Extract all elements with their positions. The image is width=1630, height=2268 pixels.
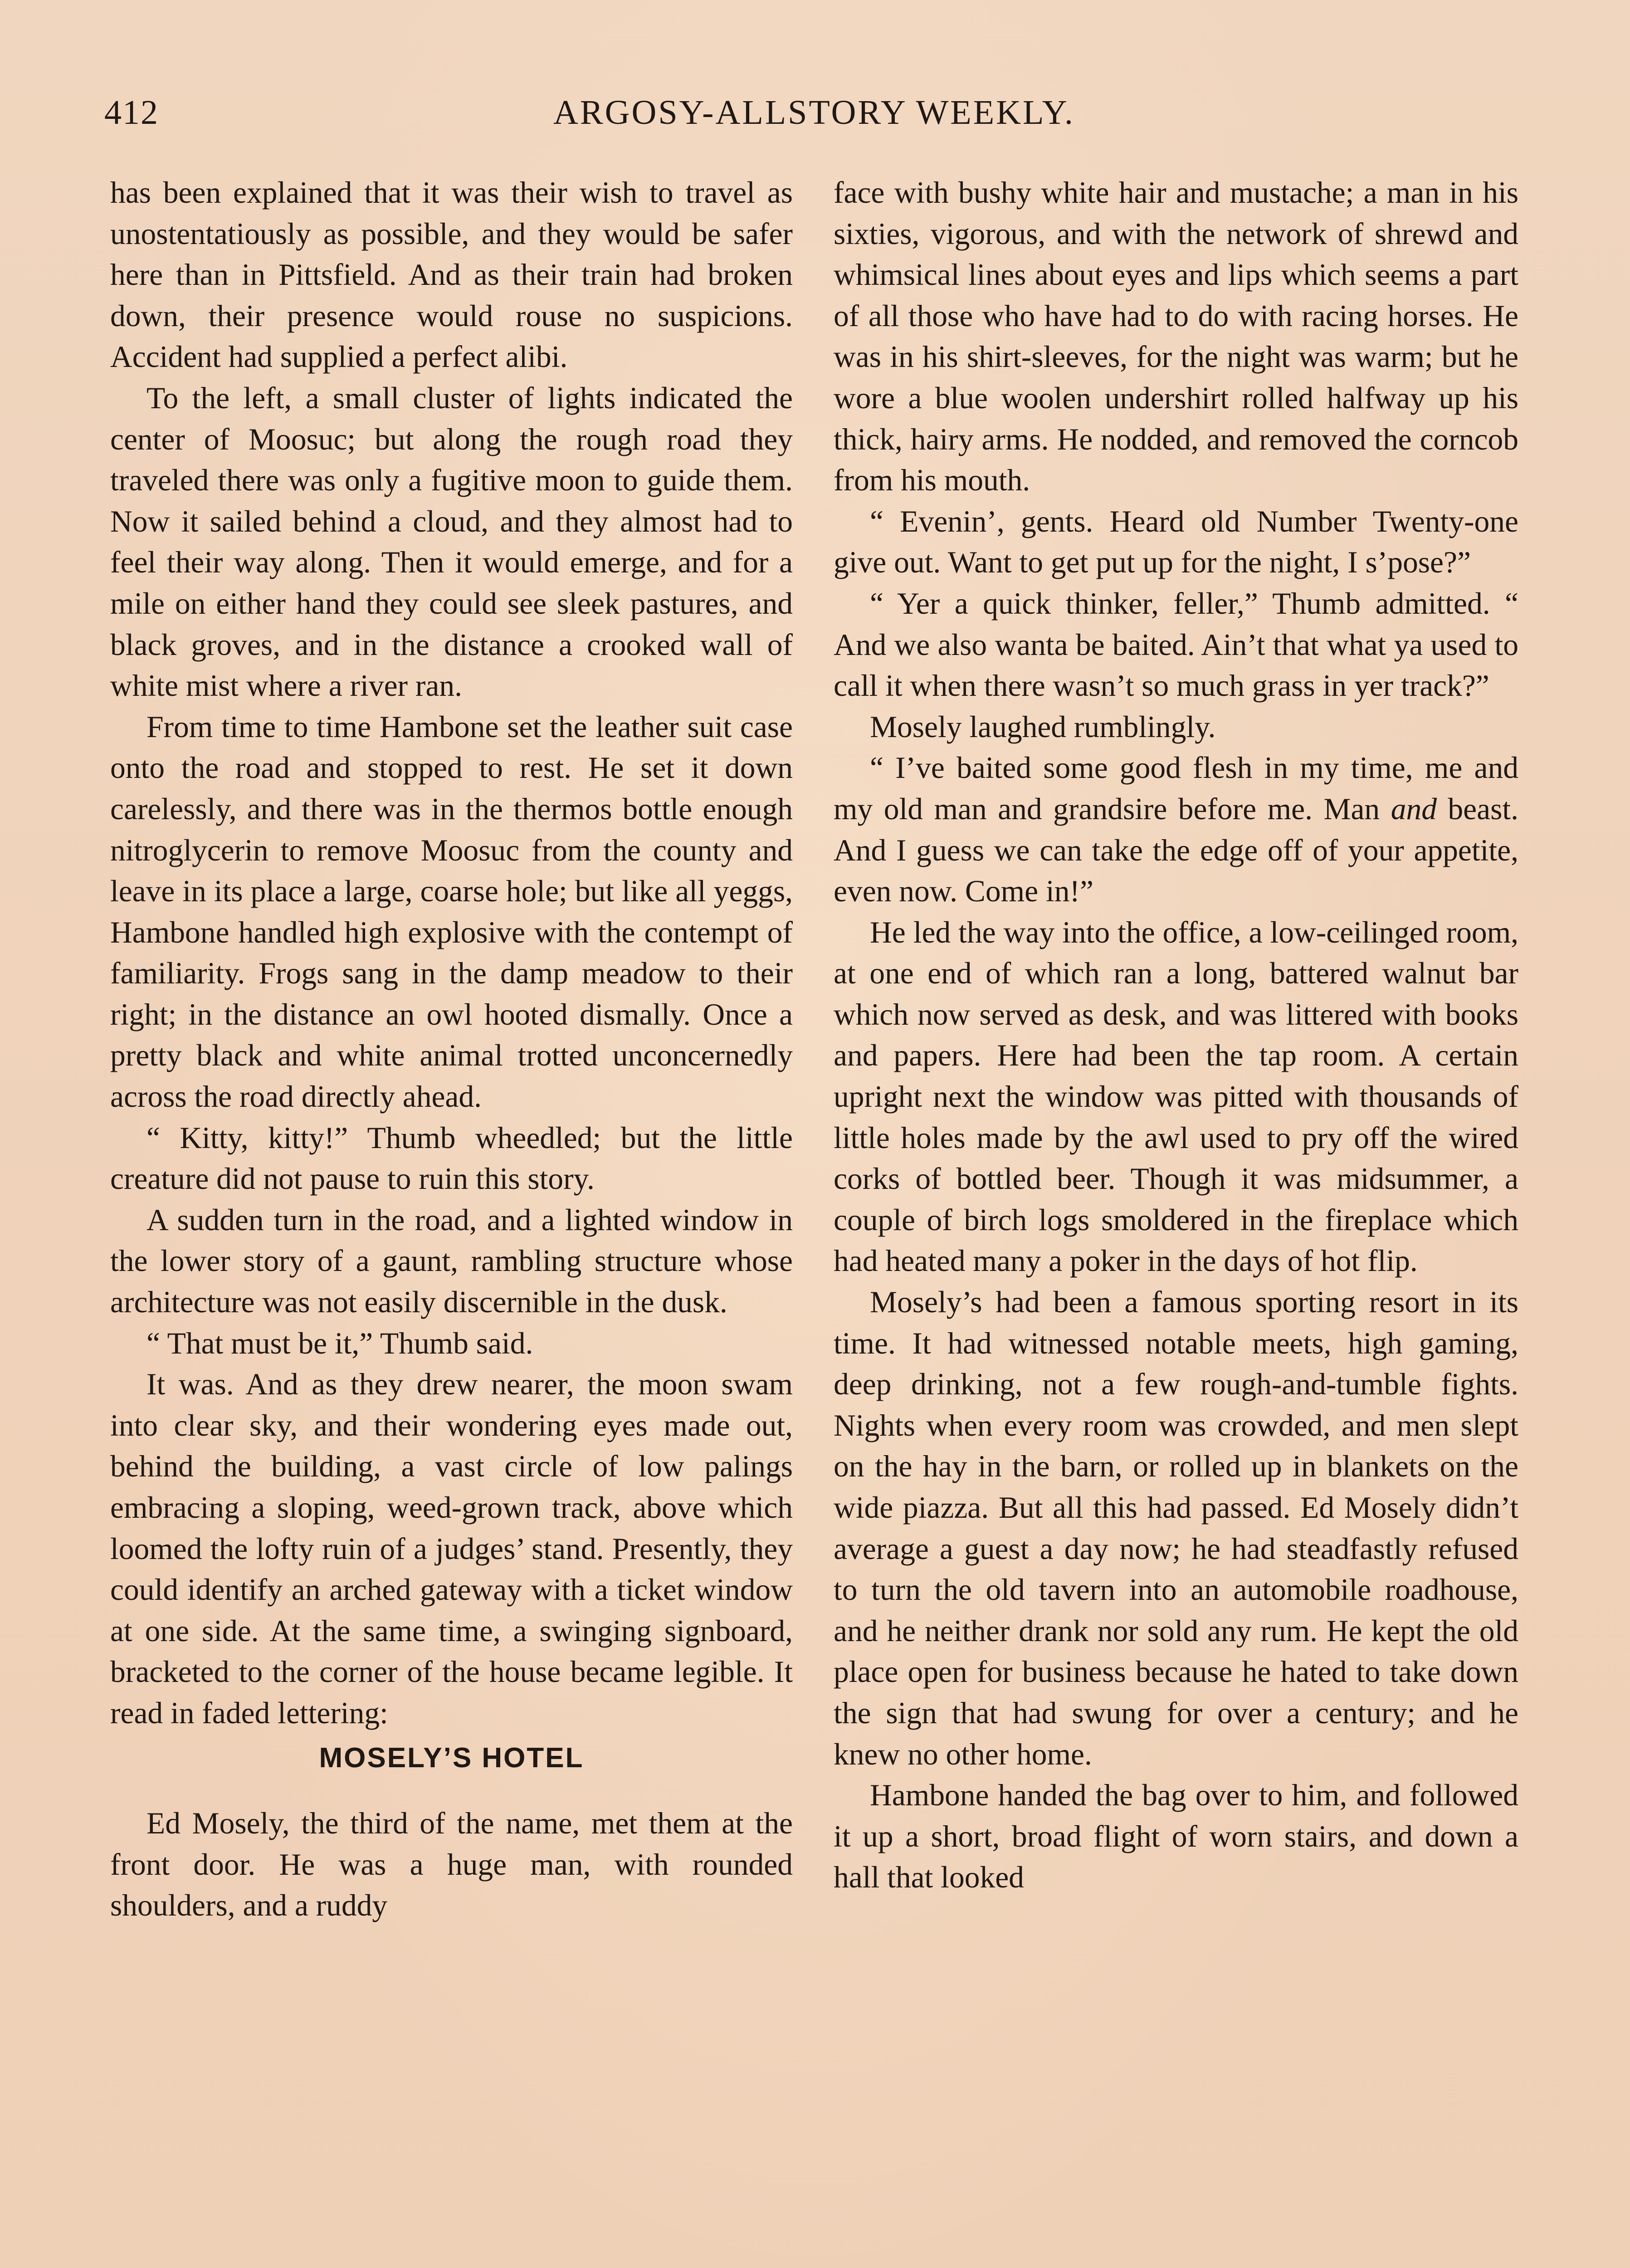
page-number: 412 bbox=[104, 93, 159, 132]
emphasis-text: and bbox=[1391, 792, 1437, 826]
paragraph-text: beast. And I guess we can take the edge off of your appetite, even now. Come in!” bbox=[834, 792, 1518, 909]
left-column bbox=[110, 172, 793, 1926]
paragraph: has been explained that it was their wish to travel as unostentatiously as possible, and they would be safer here than in Pittsfield. And as their train had broken down, their presence would rouse no suspicions. Accident had supplied a perfect alibi. bbox=[110, 176, 793, 374]
paragraph: “ Kitty, kitty!” Thumb wheedled; but the little creature did not pause to ruin this story. bbox=[110, 1120, 793, 1196]
paragraph-text: “ I’ve baited some good flesh in my time, me and my old man and grandsire before me. Man bbox=[834, 751, 1518, 826]
page-header bbox=[104, 93, 1524, 143]
paragraph: From time to time Hambone set the leather suit case onto the road and stopped to rest. He set it down carelessly, and there was in the thermos bottle enough nitroglycerin to remove Moosuc from the county and leave in its place a large, coarse hole; but like all yeggs, Hambone handled high explosive with the contempt of familiarity. Frogs sang in the damp meadow to their right; in the distance an owl hooted dismally. Once a pretty black and white animal trotted unconcernedly across the road directly ahead. bbox=[110, 709, 793, 1114]
paragraph: A sudden turn in the road, and a lighted window in the lower story of a gaunt, rambling structure whose architecture was not easily discernible in the dusk. bbox=[110, 1202, 793, 1320]
paragraph: It was. And as they drew nearer, the moon swam into clear sky, and their wondering eyes made out, behind the building, a vast circle of low palings embracing a sloping, weed-grown track, above which loomed the lofty ruin of a judges’ stand. Presently, they could identify an arched gateway with a ticket window at one side. At the same time, a swinging signboard, bracketed to the corner of the house became legible. It read in faded lettering: bbox=[110, 1367, 793, 1730]
paragraph: “ Evenin’, gents. Heard old Number Twenty-one give out. Want to get put up for the night, I s’pose?” bbox=[834, 504, 1518, 580]
paragraph: Ed Mosely, the third of the name, met them at the front door. He was a huge man, with rounded shoulders, and a ruddy bbox=[110, 1806, 793, 1923]
paragraph: Mosely laughed rumblingly. bbox=[870, 709, 1216, 744]
paragraph bbox=[834, 748, 1518, 912]
sign-heading: MOSELY’S HOTEL bbox=[319, 1742, 584, 1774]
paragraph: He led the way into the office, a low-ceilinged room, at one end of which ran a long, battered walnut bar which now served as desk, and was littered with books and papers. Here had been the tap room. A certain upright next the window was pitted with thousands of little holes made by the awl used to pry off the wired corks of bottled beer. Though it was midsummer, a couple of birch logs smoldered in the fireplace which had heated many a poker in the days of hot flip. bbox=[834, 915, 1518, 1278]
paragraph: “ That must be it,” Thumb said. bbox=[146, 1326, 533, 1360]
running-title: ARGOSY-ALLSTORY WEEKLY. bbox=[553, 93, 1075, 132]
paragraph: To the left, a small cluster of lights indicated the center of Moosuc; but along the rough road they traveled there was only a fugitive moon to guide them. Now it sailed behind a cloud, and they almost had to feel their way along. Then it would emerge, and for a mile on either hand they could see sleek pastures, and black groves, and in the distance a crooked wall of white mist where a river ran. bbox=[110, 381, 793, 703]
right-column bbox=[834, 172, 1518, 1898]
paragraph: face with bushy white hair and mustache; a man in his sixties, vigorous, and with the network of shrewd and whimsical lines about eyes and lips which seems a part of all those who have had to do with racing horses. He was in his shirt-sleeves, for the night was warm; but he wore a blue woolen undershirt rolled halfway up his thick, hairy arms. He nodded, and removed the corncob from his mouth. bbox=[834, 176, 1518, 498]
paragraph: Hambone handed the bag over to him, and followed it up a short, broad flight of worn stairs, and down a hall that looked bbox=[834, 1778, 1518, 1895]
paragraph: “ Yer a quick thinker, feller,” Thumb admitted. “ And we also wanta be baited. Ain’t that what ya used to call it when there wasn’t so much grass in yer track?” bbox=[834, 586, 1518, 703]
paragraph: Mosely’s had been a famous sporting resort in its time. It had witnessed notable meets, high gaming, deep drinking, not a few rough-and-tumble fights. Nights when every room was crowded, and men slept on the hay in the barn, or rolled up in blankets on the wide piazza. But all this had passed. Ed Mosely didn’t average a guest a day now; he had steadfastly refused to turn the old tavern into an automobile roadhouse, and he neither drank nor sold any rum. He kept the old place open for business because he hated to take down the sign that had swung for over a century; and he knew no other home. bbox=[834, 1285, 1518, 1771]
